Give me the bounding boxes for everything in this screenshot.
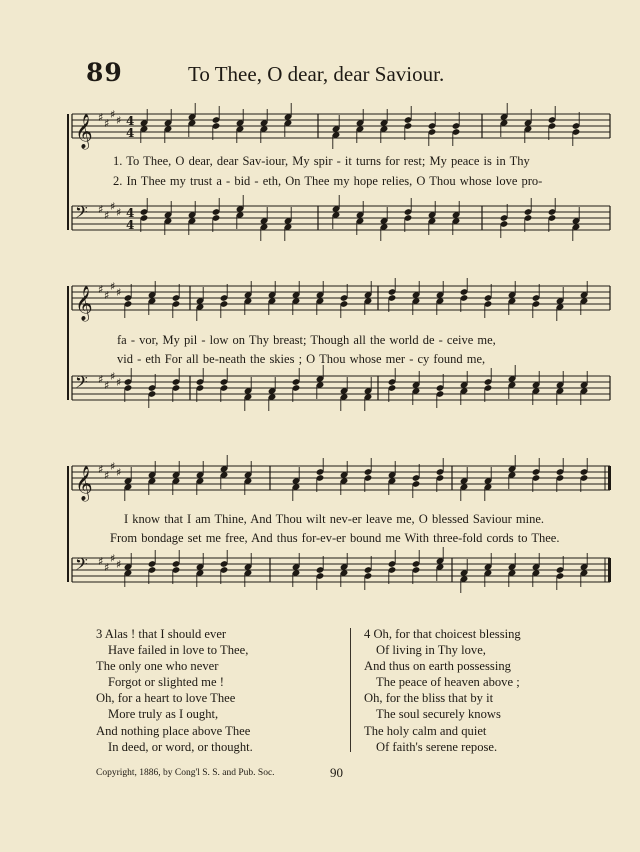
lyric-verse-1: I know that I am Thine, And Thou wilt nev-er leave me, O blessed Saviour mine. (124, 512, 545, 526)
sharp-icon: ♯ (116, 286, 122, 299)
stanza-line: And thus on earth possessing (364, 659, 511, 674)
sharp-icon: ♯ (104, 117, 110, 130)
stanza-line: More truly as I ought, (108, 707, 219, 722)
bass-clef-icon: 𝄢 (75, 202, 88, 226)
sharp-icon: ♯ (104, 379, 110, 392)
music-system-3 (0, 452, 640, 612)
sharp-icon: ♯ (116, 466, 122, 479)
stanza-line: 4 Oh, for that choicest blessing (364, 627, 521, 641)
sharp-icon: ♯ (104, 289, 110, 302)
stanza-line: Oh, for the bliss that by it (364, 691, 494, 706)
time-signature-bottom: 4 (126, 126, 135, 140)
sharp-icon: ♯ (98, 203, 104, 216)
stanza-4 (364, 626, 574, 755)
key-signature (98, 200, 121, 222)
stanza-line: Have failed in love to Thee, (108, 643, 249, 658)
stanza-line: The peace of heaven above ; (376, 675, 520, 690)
sharp-icon: ♯ (110, 200, 116, 213)
lyric-verse-2: 2. In Thee my trust a - bid - eth, On Thee my hope relies, O Thou whose love pro- (113, 174, 543, 188)
bass-staff (72, 365, 610, 411)
hymn-title: To Thee, O dear, dear Saviour. (188, 62, 445, 86)
stanza-line: The only one who never (96, 659, 219, 674)
sharp-icon: ♯ (110, 370, 116, 383)
sharp-icon: ♯ (104, 561, 110, 574)
sharp-icon: ♯ (104, 469, 110, 482)
copyright-notice: Copyright, 1886, by Cong'l S. S. and Pub. Soc. (96, 768, 275, 778)
bass-clef-icon: 𝄢 (75, 554, 88, 578)
stanza-line: The holy calm and quiet (364, 723, 487, 738)
stanza-3 (96, 626, 306, 755)
stanza-line: In deed, or word, or thought. (108, 739, 253, 754)
lyric-verse-1: 1. To Thee, O dear, dear Sav-iour, My spir - it turns for rest; My peace is in Thy (113, 154, 530, 168)
sharp-icon: ♯ (116, 206, 122, 219)
treble-clef-icon: 𝄞 (75, 466, 93, 501)
key-signature (98, 552, 121, 574)
stanza-line: Of faith's serene repose. (376, 739, 498, 754)
sharp-icon: ♯ (116, 376, 122, 389)
stanza-line: The soul securely knows (376, 707, 501, 722)
bass-staff (72, 195, 610, 241)
noteheads (124, 278, 589, 321)
final-barline (608, 558, 611, 582)
bass-clef-icon: 𝄢 (75, 372, 88, 396)
sharp-icon: ♯ (104, 209, 110, 222)
hymn-number: 89 (86, 58, 123, 87)
sharp-icon: ♯ (110, 552, 116, 565)
sharp-icon: ♯ (98, 283, 104, 296)
page-number: 90 (330, 765, 343, 780)
key-signature (98, 460, 121, 482)
sharp-icon: ♯ (116, 558, 122, 571)
sharp-icon: ♯ (98, 555, 104, 568)
music-staff-system (0, 270, 640, 430)
lyric-verse-1: fa - vor, My pil - low on Thy breast; Though all the world de - ceive me, (117, 333, 496, 347)
stanza-line: Of living in Thy love, (376, 643, 486, 658)
stanza-divider (350, 628, 351, 752)
time-signature-bottom: 4 (126, 218, 135, 232)
final-barline (608, 466, 611, 490)
sharp-icon: ♯ (98, 463, 104, 476)
time-signature-top: 4 (126, 114, 135, 128)
key-signature (98, 108, 121, 130)
time-signature (126, 206, 134, 232)
sharp-icon: ♯ (116, 114, 122, 127)
treble-staff (72, 455, 611, 502)
stanza-line: And nothing place above Thee (96, 723, 251, 738)
key-signature (98, 370, 121, 392)
treble-clef-icon: 𝄞 (75, 286, 93, 321)
sharp-icon: ♯ (110, 108, 116, 121)
treble-clef-icon: 𝄞 (75, 114, 93, 149)
stanza-line: Oh, for a heart to love Thee (96, 691, 236, 706)
time-signature (126, 114, 134, 140)
music-system-2 (0, 270, 640, 430)
sharp-icon: ♯ (110, 280, 116, 293)
stanza-line: 3 Alas ! that I should ever (96, 627, 227, 641)
lyric-verse-2: From bondage set me free, And thus for-ev-er bound me With three-fold cords to Thee. (110, 531, 560, 545)
stanza-line: Forgot or slighted me ! (108, 675, 224, 690)
treble-staff (72, 278, 610, 322)
sharp-icon: ♯ (98, 111, 104, 124)
bass-staff (72, 547, 611, 593)
sharp-icon: ♯ (110, 460, 116, 473)
treble-staff (72, 103, 610, 150)
key-signature (98, 280, 121, 302)
music-system-1 (0, 100, 640, 260)
time-signature-top: 4 (126, 206, 135, 220)
sharp-icon: ♯ (98, 373, 104, 386)
lyric-verse-2: vid - eth For all be-neath the skies ; O Thou whose mer - cy found me, (117, 352, 486, 366)
